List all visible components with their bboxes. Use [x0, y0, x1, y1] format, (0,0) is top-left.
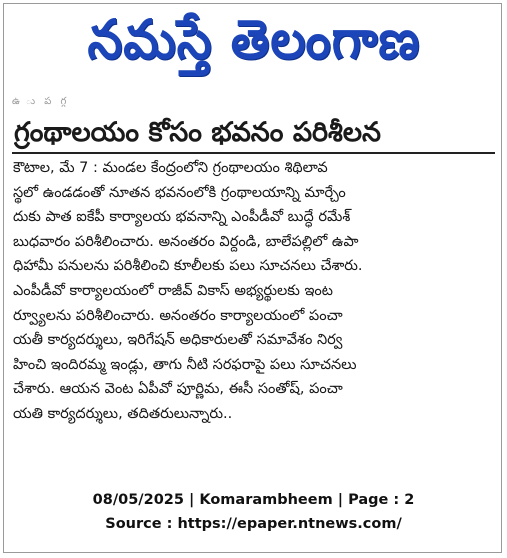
masthead-title: నమస్తే తెలంగాణ	[87, 7, 420, 71]
clipped-previous-line: ఉ ు ప గ్గ	[12, 96, 70, 107]
article-line: ఎంపీడీవో కార్యాలయంలో రాజీవ్ వికాస్ అభ్యర్థులకు ఇంట	[13, 282, 333, 299]
article-line: యతీ కార్యదర్శులు, ఇరిగేషన్ అధికారులతో సమావేశం నిర్వ	[13, 332, 343, 349]
article-line: దుకు పాత ఐకేపీ కార్యాలయ భవనాన్ని ఎంపీడీవో బుద్ధే రమేశ్	[13, 209, 351, 226]
article-line: ధిహామీ పనులను పరిశీలించి కూలీలకు పలు సూచనలు చేశారు.	[13, 258, 363, 275]
article-line: యతి కార్యదర్శులు, తదితరులున్నారు..	[13, 405, 233, 422]
article-line: బుధవారం పరిశీలించారు. అనంతరం విర్దండి, బాలేపల్లిలో ఉపా	[13, 233, 359, 250]
article-line: స్థలో ఉండడంతో నూతన భవనంలోకి గ్రంథాలయాన్ని మార్చేం	[13, 184, 346, 201]
headline-divider	[12, 152, 495, 154]
article-line: చేశారు. ఆయన వెంట ఏపీవో పూర్ణిమ, ఈసీ సంతోష్, పంచా	[13, 381, 343, 398]
article-line: కౌటాల, మే 7 : మండల కేంద్రంలోని గ్రంథాలయం శిథిలావ	[13, 160, 328, 176]
edition-date-line: 08/05/2025 | Komarambheem | Page : 2	[92, 492, 415, 508]
source-line: Source : https://epaper.ntnews.com/	[105, 516, 402, 532]
article-line: ర్వ్యూలను పరిశీలించారు. అనంతరం కార్యాలయంలో పంచా	[13, 307, 343, 324]
article-headline: గ్రంథాలయం కోసం భవనం పరిశీలన	[14, 117, 381, 148]
article-body	[13, 156, 495, 427]
article-line: హించి ఇందిరమ్మ ఇండ్లు, తాగు నీటి సరఫరాపై పలు సూచనలు	[13, 356, 357, 373]
newspaper-masthead	[0, 0, 507, 92]
